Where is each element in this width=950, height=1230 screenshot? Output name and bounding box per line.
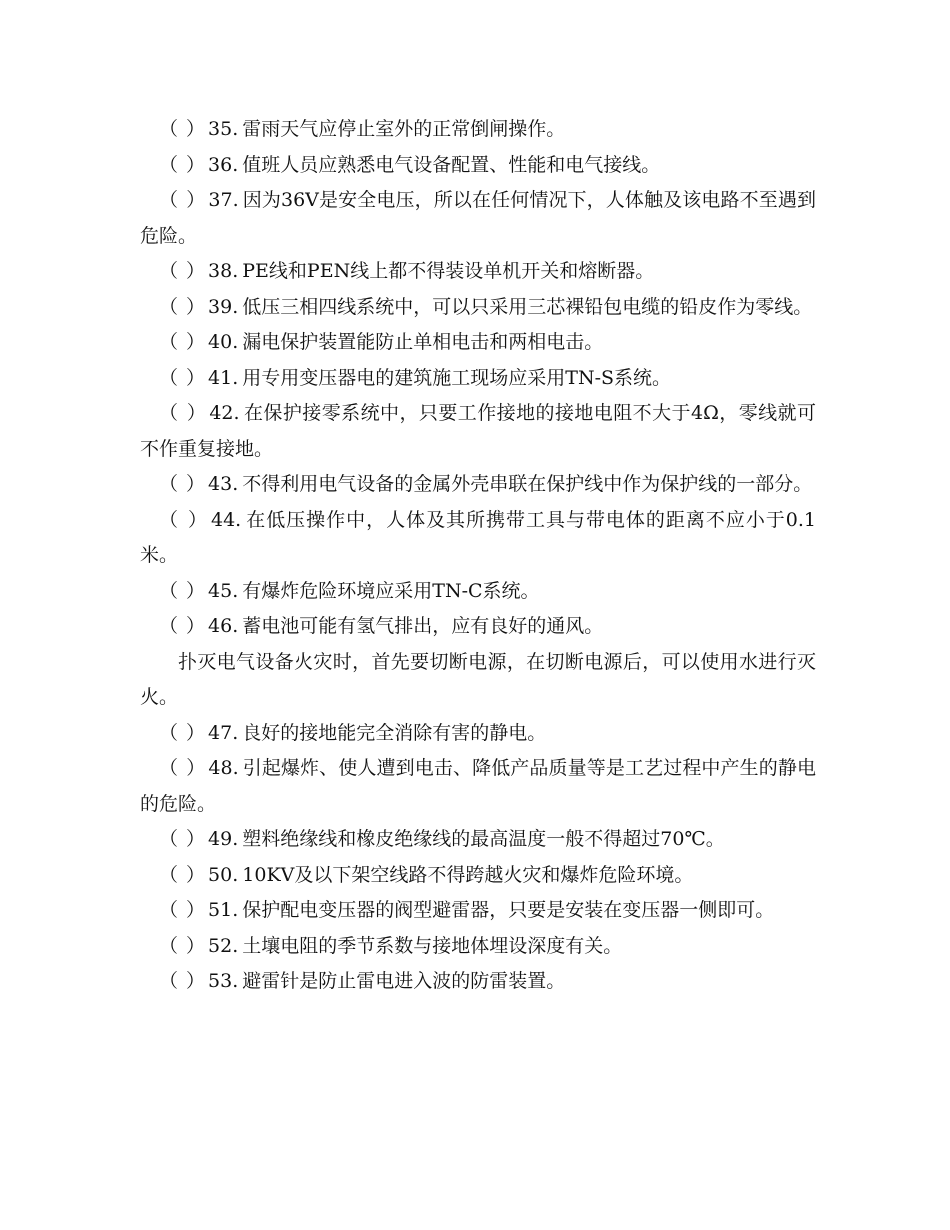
answer-blank: （ ） — [159, 863, 207, 886]
question-text: 土壤电阻的季节系数与接地体埋设深度有关。 — [242, 934, 623, 957]
question-number: 53. — [208, 970, 239, 992]
question-number: 43. — [208, 473, 239, 495]
question-35 — [140, 112, 816, 148]
answer-blank: （ ） — [159, 331, 207, 353]
fire-safety-paragraph: 扑灭电气设备火灾时，首先要切断电源，在切断电源后，可以使用水进行灭火。 — [140, 650, 816, 708]
question-48 — [140, 751, 816, 822]
question-36 — [140, 148, 816, 184]
answer-blank: （ ） — [159, 118, 207, 140]
answer-blank: （ ） — [159, 153, 207, 176]
question-text: 因为36V是安全电压，所以在任何情况下，人体触及该电路不至遇到危险。 — [140, 189, 816, 247]
question-47 — [140, 716, 816, 752]
question-text: 良好的接地能完全消除有害的静电。 — [242, 721, 547, 744]
question-text: 低压三相四线系统中，可以只采用三芯裸铅包电缆的铅皮作为零线。 — [242, 295, 813, 318]
answer-blank: （ ） — [159, 473, 207, 495]
answer-blank: （ ） — [159, 579, 207, 602]
answer-blank: （ ） — [159, 260, 207, 282]
question-text: 蓄电池可能有氢气排出，应有良好的通风。 — [242, 615, 604, 637]
question-37 — [140, 183, 816, 254]
answer-blank: （ ） — [159, 615, 207, 637]
question-text: 引起爆炸、使人遭到电击、降低产品质量等是工艺过程中产生的静电的危险。 — [140, 757, 816, 815]
answer-blank: （ ） — [159, 366, 207, 389]
question-text: 值班人员应熟悉电气设备配置、性能和电气接线。 — [242, 153, 661, 176]
question-50 — [140, 858, 816, 894]
question-42 — [140, 396, 816, 467]
question-49 — [140, 822, 816, 858]
question-text: 在低压操作中，人体及其所携带工具与带电体的距离不应小于0.1米。 — [140, 508, 816, 566]
question-53 — [140, 964, 816, 1000]
answer-blank: （ ） — [159, 934, 207, 957]
question-text: 雷雨天气应停止室外的正常倒闸操作。 — [242, 118, 566, 140]
answer-blank: （ ） — [159, 402, 208, 424]
question-number: 36. — [208, 153, 239, 176]
question-number: 52. — [208, 934, 239, 957]
answer-blank: （ ） — [159, 721, 207, 744]
answer-blank: （ ） — [159, 970, 207, 992]
question-number: 45. — [208, 579, 239, 602]
question-number: 39. — [208, 295, 239, 318]
question-text: 用专用变压器电的建筑施工现场应采用TN-S系统。 — [242, 366, 672, 389]
answer-blank: （ ） — [159, 757, 207, 779]
question-number: 51. — [208, 899, 239, 921]
question-text: 在保护接零系统中，只要工作接地的接地电阻不大于4Ω，零线就可不作重复接地。 — [140, 402, 816, 460]
question-45 — [140, 574, 816, 610]
answer-blank: （ ） — [159, 828, 207, 850]
question-52 — [140, 929, 816, 965]
question-text: 保护配电变压器的阀型避雷器，只要是安装在变压器一侧即可。 — [242, 899, 775, 921]
question-number: 35. — [208, 118, 239, 140]
question-number: 47. — [208, 721, 239, 744]
question-number: 46. — [208, 615, 239, 637]
question-text: 有爆炸危险环境应采用TN-C系统。 — [242, 579, 540, 602]
question-41 — [140, 361, 816, 397]
answer-blank: （ ） — [159, 295, 207, 318]
question-number: 38. — [208, 260, 239, 282]
question-39 — [140, 290, 816, 326]
question-text: 漏电保护装置能防止单相电击和两相电击。 — [242, 331, 604, 353]
question-40 — [140, 325, 816, 361]
question-51 — [140, 893, 816, 929]
answer-blank: （ ） — [159, 189, 207, 211]
question-text: 不得利用电气设备的金属外壳串联在保护线中作为保护线的一部分。 — [242, 473, 813, 495]
question-43 — [140, 467, 816, 503]
question-46 — [140, 609, 816, 645]
question-number: 41. — [208, 366, 239, 389]
question-text: PE线和PEN线上都不得装设单机开关和熔断器。 — [242, 260, 655, 282]
answer-blank: （ ） — [159, 508, 209, 531]
question-number: 37. — [208, 189, 239, 211]
question-number: 42. — [209, 402, 240, 424]
question-number: 40. — [208, 331, 239, 353]
question-number: 48. — [208, 757, 239, 779]
answer-blank: （ ） — [159, 899, 207, 921]
question-text: 避雷针是防止雷电进入波的防雷装置。 — [242, 970, 566, 992]
question-number: 44. — [211, 508, 242, 531]
question-number: 49. — [208, 828, 239, 850]
question-list — [140, 112, 816, 1000]
question-44 — [140, 503, 816, 574]
question-38 — [140, 254, 816, 290]
question-text: 塑料绝缘线和橡皮绝缘线的最高温度一般不得超过70℃。 — [242, 828, 725, 850]
question-number: 50. — [208, 863, 239, 886]
question-text: 10KV及以下架空线路不得跨越火灾和爆炸危险环境。 — [242, 863, 694, 886]
